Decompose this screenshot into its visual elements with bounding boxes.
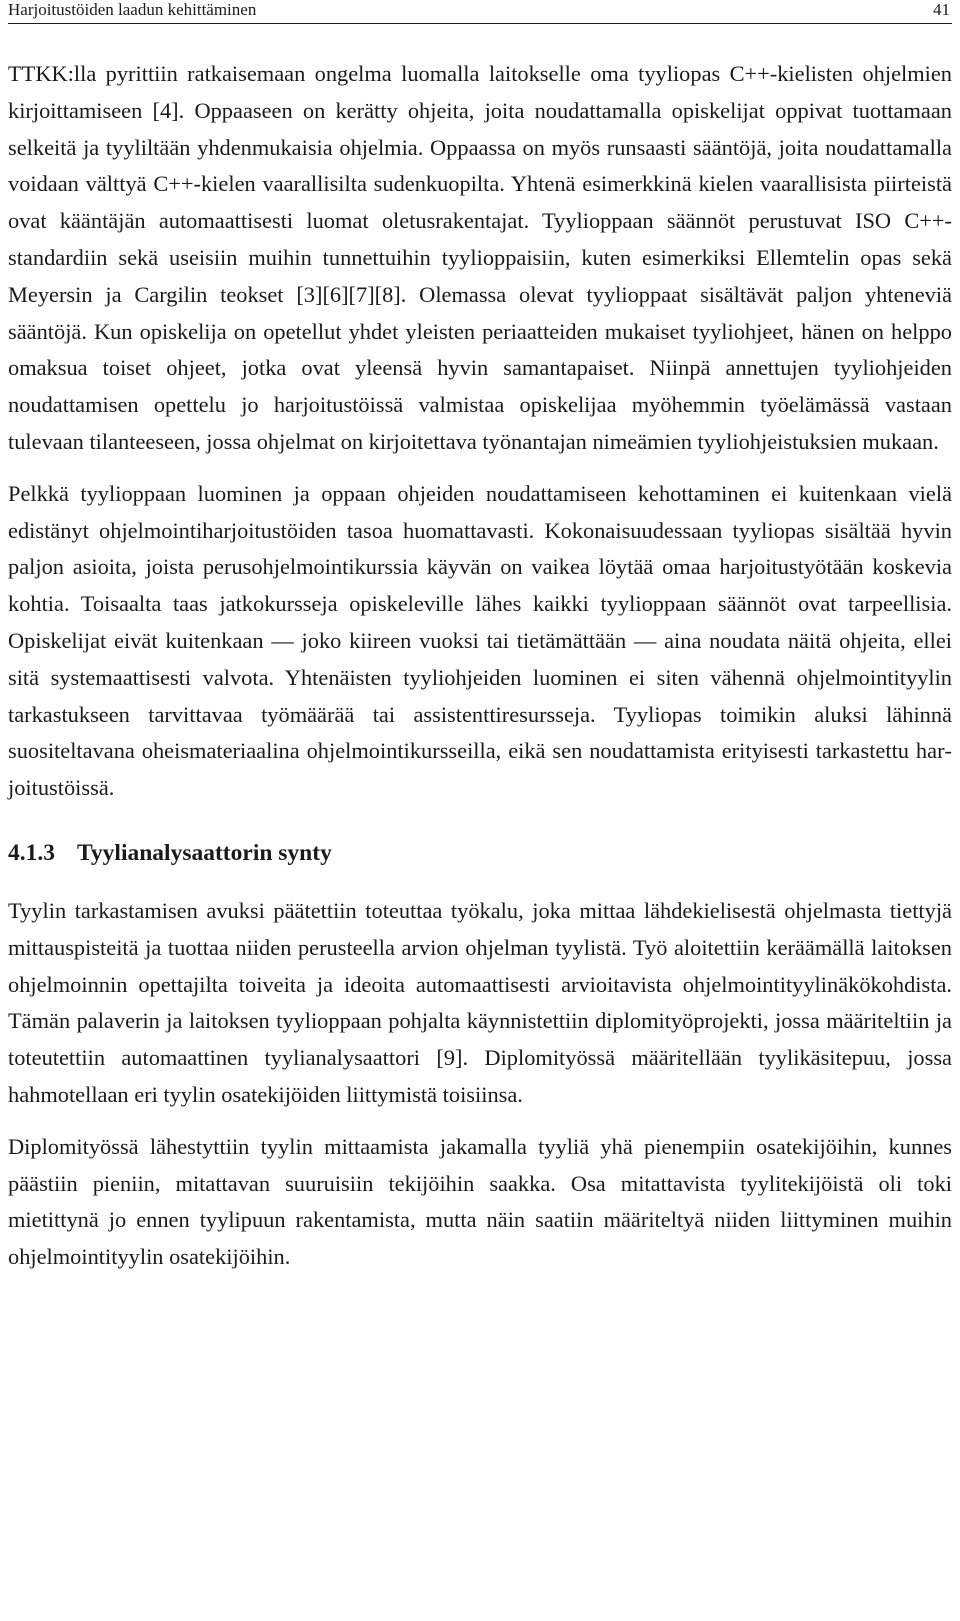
section-heading [8,835,952,871]
paragraph-3: Tyylin tarkastamisen avuksi päätettiin toteuttaa työkalu, joka mittaa lähdekielisestä ohjelmasta tiettyjä mittauspisteitä ja tuottaa niiden perusteella arvion ohjelman tyylistä. Työ aloitettiin keräämällä laitoksen ohjelmoinnin opettajilta toiveita ja ideoita automaattisesti arvioitavista ohjelmointityylinäkökohdista. Tämän palaverin ja laitoksen tyylioppaan pohjalta käynnistettiin diplomityöprojekti, jossa määriteltiin ja toteutettiin automaattinen tyylianalysaattori [9]. Diplomityössä määritellään tyylikäsitepuu, jossa hahmotellaan eri tyylin osatekijöiden liittymistä toisiinsa. [8,897,952,1107]
paragraph-2: Pelkkä tyylioppaan luominen ja oppaan ohjeiden noudattamiseen kehottaminen ei kuitenkaan vielä edistänyt ohjelmointiharjoitustöiden tasoa huomattavasti. Kokonaisuudessaan tyyliopas sisältää hyvin paljon asioita, joista perusohjelmointikurssia käyvän on vaikea löytää omaa harjoitustyötään koskevia kohtia. Toisaalta taas jatkokursseja opiskeleville lähes kaikki tyylioppaan säännöt ovat tarpeellisia. Opiskelijat eivät kuitenkaan — joko kiireen vuoksi tai tietämättään — aina noudata näitä ohjeita, ellei sitä systemaattisesti valvota. Yhtenäisten tyyliohjeiden luominen ei siten vähennä ohjelmointityylin tarkastukseen tarvittavaa työmäärää tai assistenttiresursseja. Tyyliopas toimikin aluksi lähinnä suositeltavana oheismateriaalina ohjelmointikursseilla, eikä sen noudattamista erityisesti tarkastettu harjoitustöissä. [8,480,952,801]
section-title: Tyylianalysaattorin synty [77,839,332,866]
body-text [8,56,952,1276]
running-header [8,0,952,24]
paragraph-4: Diplomityössä lähestyttiin tyylin mittaamista jakamalla tyyliä yhä pienempiin osatekijöihin, kunnes päästiin pieniin, mitattavan suuruisiin tekijöihin saakka. Osa mitattavista tyylitekijöistä oli toki mietittynä jo ennen tyylipuun rakentamista, mutta näin saatiin määriteltyä niiden liittyminen muihin ohjelmointityylin osatekijöihin. [8,1133,952,1270]
document-page [8,0,952,1276]
chapter-title: Harjoitustöiden laadun kehittäminen [8,0,257,19]
section-number: 4.1.3 [8,839,55,866]
page-number: 41 [933,0,950,19]
paragraph-1: TTKK:lla pyrittiin ratkaisemaan ongelma luomalla laitokselle oma tyyliopas C++-kielisten ohjelmien kirjoittamiseen [4]. Oppaaseen on kerätty ohjeita, joita noudattamalla opiskelijat oppivat tuottamaan selkeitä ja tyyliltään yhdenmukaisia ohjelmia. Oppaassa on myös runsaasti sääntöjä, joita noudattamalla voidaan välttyä C++-kielen vaarallisilta sudenkuopilta. Yhtenä esimerkkinä kielen vaarallisista piirteistä ovat kääntäjän automaattisesti luomat oletusrakentajat. Tyylioppaan säännöt perustuvat ISO C++-standardiin sekä useisiin muihin tunnettuihin tyylioppaisiin, kuten esimerkiksi Ellemtelin opas sekä Meyersin ja Cargilin teokset [3][6][7][8]. Olemassa olevat tyylioppaat sisältävät paljon yhteneviä sääntöjä. Kun opiskelija on opetellut yhdet yleisten periaatteiden mukaiset tyyliohjeet, hänen on helppo omaksua toiset ohjeet, jotka ovat yleensä hyvin samantapaiset. Niinpä annettujen tyyliohjeiden noudattamisen opettelu jo harjoitustöissä valmistaa opiskelijaa myöhemmin työelämässä vastaan tulevaan tilanteeseen, jossa ohjelmat on kirjoitettava työnantajan nimeämien tyyliohjeistuksien mukaan. [8,61,952,454]
